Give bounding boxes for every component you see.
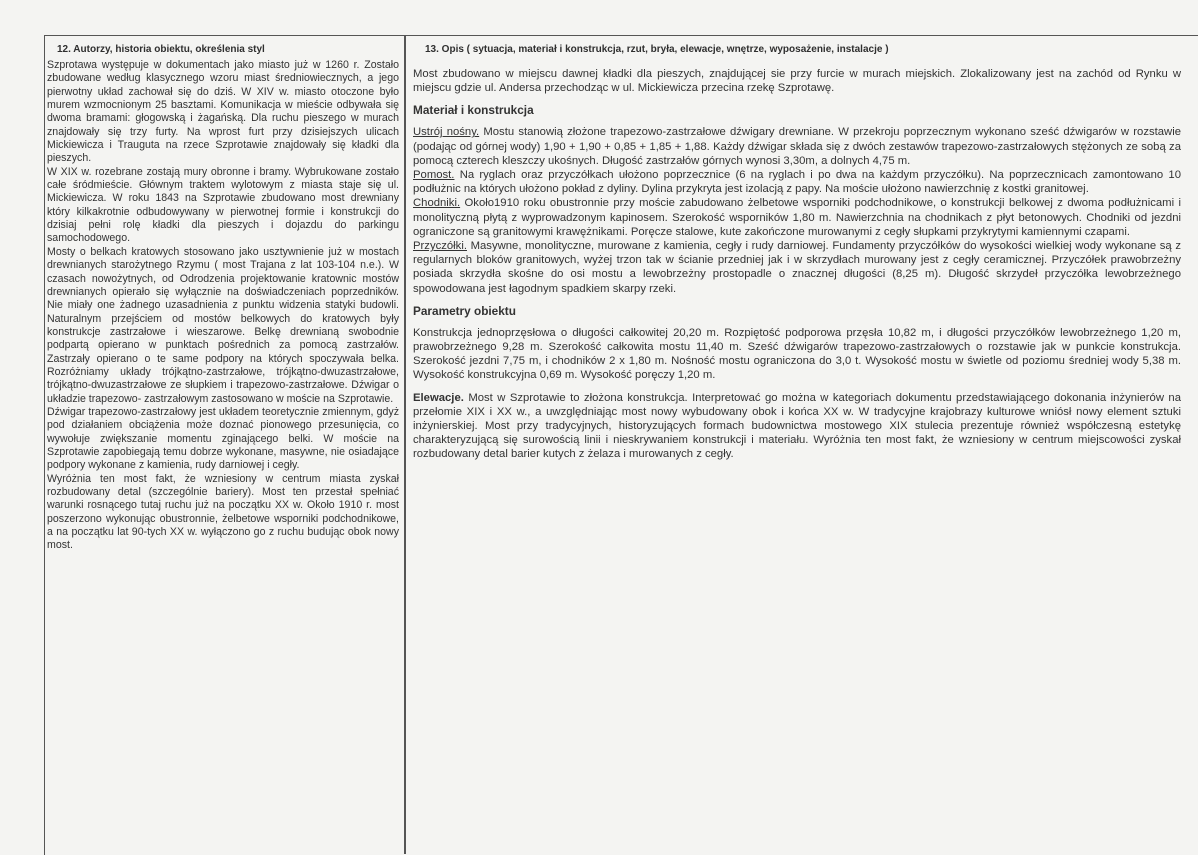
material-title: Materiał i konstrukcja <box>413 103 534 118</box>
history-paragraph: Wyróżnia ten most fakt, że wzniesiony w centrum miasta zyskał rozbudowany detal (szczególnie bariery). Most ten przestał spełniać warunki rosnącego tutaj ruchu już na początku XX w. Około 1910 r. most poszerzono wykonując obustronnie, żelbetowe wsporniki podchodnikowe, a na początku lat 90-tych XX w. wyłączono go z ruchu budując obok nowy most. <box>47 472 399 552</box>
construction-sections <box>413 125 1181 295</box>
section-text: Mostu stanowią złożone trapezowo-zastrzałowe dźwigary drewniane. W przekroju poprzecznym wykonano sześć dźwigarów w rozstawie (podając od górnej wody) 1,90 + 1,90 + 0,85 + 1,85 + 1,88. Każdy dźwigar składa się z dwóch zestawów trapezowo-zastrzałowych stężonych ze sobą za pomocą czterech kleszczy ukośnych. Długość zastrzałów górnych wynosi 3,30m, a dolnych 4,75 m. <box>413 126 1181 167</box>
section-label: Chodniki. <box>413 197 461 210</box>
history-column <box>47 38 399 854</box>
section-text: Na ryglach oraz przyczółkach ułożono poprzecznice (6 na ryglach i po dwa na każdym przyczółku). Na poprzecznicach zamontowano 10 podłużnic na których ułożono pokład z dyliny. Dylina przykryta jest izolacją z papy. Na moście ułożono nawierzchnię z kostki granitowej. <box>413 169 1181 196</box>
params-paragraph: Konstrukcja jednoprzęsłowa o długości całkowitej 20,20 m. Rozpiętość podporowa przęsła 10,82 m, i długości przyczółków lewobrzeżnego 1,20 m, prawobrzeżnego 9,28 m. Szerokość całkowita mostu 11,40 m. Sześć dźwigarów trapezowo-zastrzałowych o rozstawie jak w punkcie konstrukcja. Szerokość jezdni 7,75 m, i chodników 2 x 1,80 m. Nośność mostu ograniczona do 3,0 t. Wysokość mostu w świetle od poziomu średniej wody 5,38 m. Wysokość konstrukcyjna 0,69 m. Wysokość poręczy 1,20 m. <box>413 326 1181 382</box>
description-column <box>413 38 1181 854</box>
elewacje-text: Most w Szprotawie to złożona konstrukcja. Interpretować go można w kategoriach dokumentu przedstawiającego dokonania inżynierów na przełomie XIX i XX w., a uwzględniając most nowy wybudowany obok i końca XX w. W tradycyjne krajobrazy kulturowe wniósł nowy element sztuki inżynierskiej. Most przy tradycyjnych, historyzujących formach budownictwa mostowego XIX stulecia prezentuje również współczesną estetykę charakteryzującą się surowością linii i nieskrywaniem konstrukcji i materiału. Wyróżnia ten most fakt, że wzniesiony w centrum miejscowości zyskał rozbudowany detal barier kutych z żelaza i murowanych z cegły. <box>413 391 1181 461</box>
history-text <box>47 59 399 553</box>
section-pomost <box>413 168 1181 196</box>
params-text <box>413 326 1181 383</box>
history-paragraph: Szprotawa występuje w dokumentach jako miasto już w 1260 r. Zostało zbudowane według klasycznego wzoru miast średniowiecznych, a jego pierwotny układ zachował się do dziś. W XIV w. miasto otoczone było murem wzmocnionym 25 basztami. Komunikacja w mieście odbywała się dwoma bramami: głogowską i żagańską. Dla ruchu pieszego w murach znajdowały się trzy furty. Na wprost furt przy dzisiejszych ulicach Mickiewicza i Trauguta na rzece Szprotawie znajdowały się kładki dla pieszych. <box>47 59 399 165</box>
history-paragraph: Mosty o belkach kratowych stosowano jako usztywnienie już w mostach drewnianych starożytnego Rzymu ( most Trajana z lat 103-104 n.e.). W czasach nowożytnych, od Odrodzenia projektowanie kratownic mostów drewnianych opierało się wyłącznie na doświadczeniach poprzedników. Nie miały one żadnego uzasadnienia z punktu widzenia statyki budowli. Naturalnym przejściem od mostów belkowych do kratowych były konstrukcje zastrzałowe i wieszarowe. Belkę drewnianą swobodnie podpartą opierano w punktach pośrednich za pomocą zastrzałów. Zastrzały opierano o te same podpory na których spoczywała belka. Rozróżniamy układy trójkątno-zastrzałowe, trójkątno-dwuzastrzałowe, trójkątno-dwuzastrzałowe ze słupkiem i trapezowo-zastrzałowe. Dźwigar o układzie trapezowo- zastrzałowym zastosowano w moście na Szprotawie. <box>47 245 399 405</box>
column-divider <box>404 35 406 854</box>
history-heading: 12. Autorzy, historia obiektu, określenia styl <box>57 44 265 55</box>
section-label: Pomost. <box>413 169 455 182</box>
history-paragraph: W XIX w. rozebrane zostają mury obronne i bramy. Wybrukowane zostało całe śródmieście. Głównym traktem wylotowym z miasta staje się ul. Mickiewicza. W roku 1843 na Szprotawie zbudowano most drewniany który kilkakrotnie odbudowywany w pierwotnej formie i konstrukcji do dzisiaj pełni rolę kładki dla pieszych i dojazdu do parkingu samochodowego. <box>47 165 399 245</box>
section-label: Przyczółki. <box>413 240 467 253</box>
intro-paragraph: Most zbudowano w miejscu dawnej kładki dla pieszych, znajdującej sie przy furcie w murach miejskich. Zlokalizowany jest na zachód od Rynku w miejscu gdzie ul. Andersa przechodząc w ul. Mickiewicza przecina rzekę Szprotawę. <box>413 68 1181 95</box>
section-label: Ustrój nośny. <box>413 126 480 139</box>
elewacje-block <box>413 391 1181 462</box>
params-title: Parametry obiektu <box>413 303 516 318</box>
history-paragraph: Dźwigar trapezowo-zastrzałowy jest układem teoretycznie zmiennym, gdyż pod działaniem obciążenia może doznać pionowego przesunięcia, co wywołuje zwiększanie momentu zginającego belki. W moście na Szprotawie zapobiegają temu dobrze wykonane, masywne, nie osiadające podpory wykonane z kamienia, rudy darniowej i cegły. <box>47 405 399 472</box>
section-text: Około1910 roku obustronnie przy moście zabudowano żelbetowe wsporniki podchodnikowe, o konstrukcji belkowej z dwoma podłużnicami i monolityczną płytą z wyprowadzonym kapinosem. Szerokość wsporników 1,80 m. Nawierzchnia na chodnikach z płyt betonowych. Chodniki od jezdni ograniczone są granitowymi krawężnikami. Poręcze stalowe, kute zakończone murowanymi z cegły słupkami przykrytymi kamiennymi czapami. <box>413 197 1181 238</box>
description-intro <box>413 67 1181 95</box>
section-text: Masywne, monolityczne, murowane z kamienia, cegły i rudy darniowej. Fundamenty przyczółków do wysokości wielkiej wody wykonane są z regularnych bloków granitowych, wyżej trzon tak w ścianie przedniej jak i w skrzydłach murowany jest z cegły ceramicznej. Przyczółek prawobrzeżny posiada skrzydła skośne do osi mostu a lewobrzeżny prostopadle o znacznej długości (8,25 m). Długość skrzydeł przyczółka lewobrzeżnego spowodowana jest łagodnym spadkiem skarpy rzeki. <box>413 240 1181 295</box>
elewacje-paragraph <box>413 391 1181 462</box>
section-chodniki <box>413 196 1181 239</box>
section-przyczolki <box>413 239 1181 296</box>
section-ustroj <box>413 125 1181 168</box>
elewacje-label: Elewacje. <box>413 391 464 404</box>
description-heading: 13. Opis ( sytuacja, materiał i konstrukcja, rzut, bryła, elewacje, wnętrze, wyposażenie, instalacje ) <box>425 44 889 55</box>
